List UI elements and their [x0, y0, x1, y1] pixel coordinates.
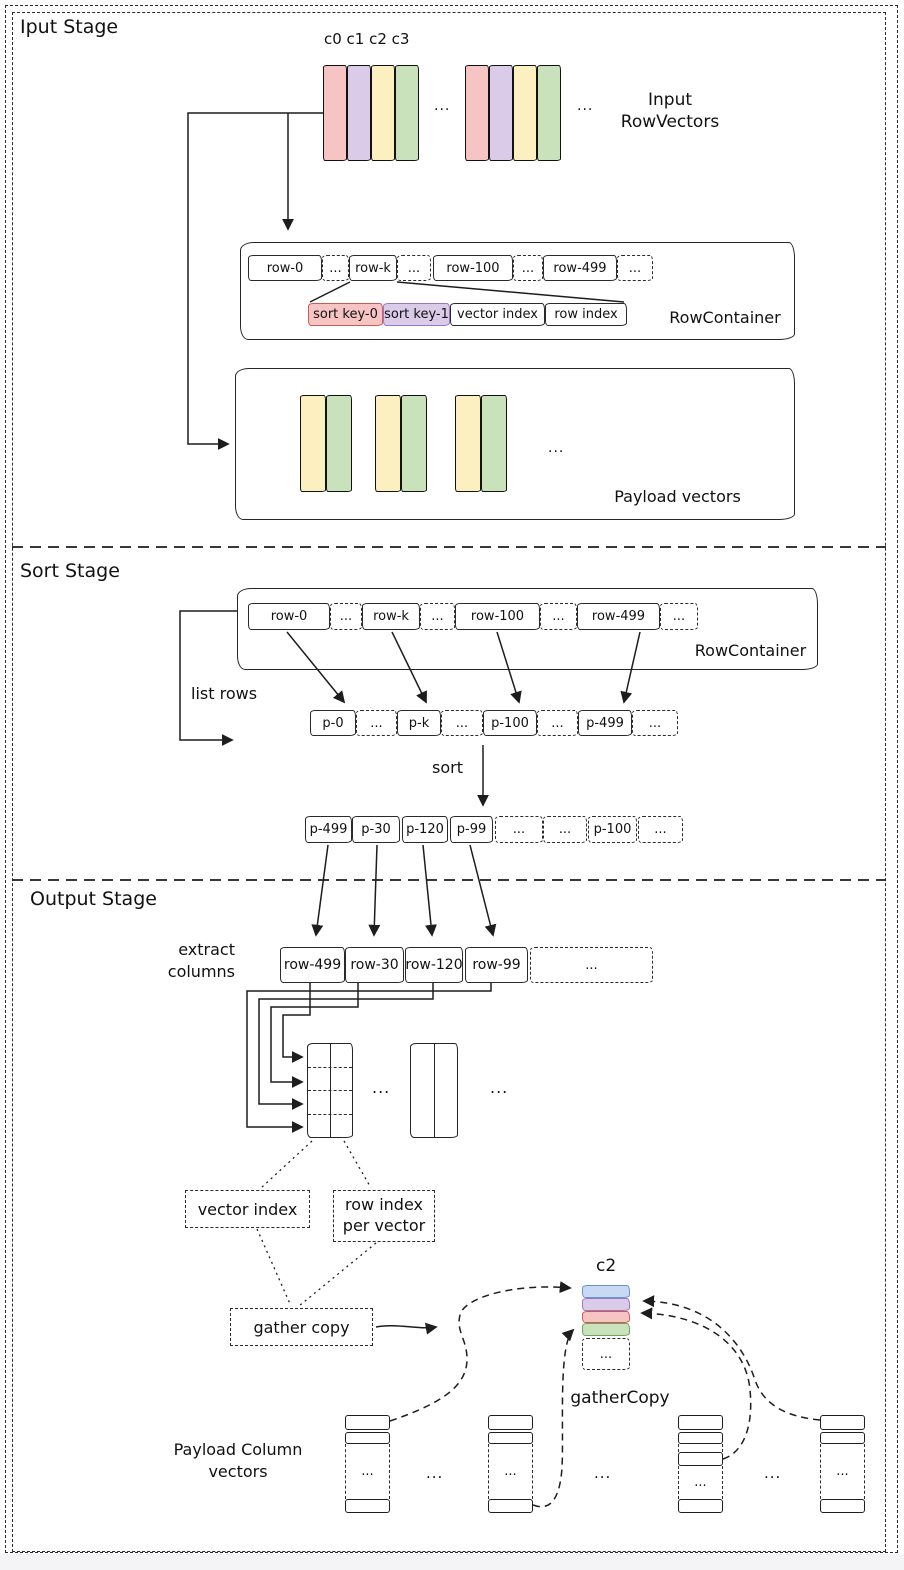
sort-rc-dots4: ... — [660, 603, 698, 630]
detail-sort-key-1: sort key-1 — [383, 303, 450, 326]
c2-cell-purple — [582, 1298, 630, 1311]
extract-row30: row-30 — [345, 947, 404, 983]
sort-rc-rowk: row-k — [362, 603, 420, 630]
pcol4-bottom — [820, 1499, 865, 1513]
ptr-dots1: ... — [356, 710, 397, 736]
extract-row499: row-499 — [280, 947, 345, 983]
input-vectors-dots2: ... — [577, 98, 594, 114]
rc-cell-rowk: row-k — [349, 255, 397, 281]
grid-dots-2: ... — [490, 1078, 509, 1097]
pcol3-cell2 — [678, 1432, 723, 1444]
c2-cell-blue — [582, 1285, 630, 1298]
sorted-p100: p-100 — [588, 816, 637, 843]
c2-label: c2 — [596, 1256, 617, 1276]
sorted-dots1: ... — [495, 816, 543, 843]
payload-pair1-yellow — [300, 395, 326, 492]
rc-cell-row0: row-0 — [248, 255, 322, 281]
payload-pair3-green — [481, 395, 507, 492]
sort-rc-dots2: ... — [420, 603, 455, 630]
pcol4-mid: ... — [820, 1444, 865, 1499]
input-stage-title: Iput Stage — [20, 16, 119, 38]
rc-cell-dots4: ... — [617, 255, 653, 281]
gathercopy-op-label: gatherCopy — [570, 1388, 670, 1408]
index-grid-2-divider — [434, 1044, 435, 1137]
c2-cell-red — [582, 1311, 630, 1323]
pcol3-cell1 — [678, 1415, 723, 1430]
extract-row120: row-120 — [405, 947, 463, 983]
extract-dots: ... — [530, 947, 653, 983]
payload-pair1-green — [326, 395, 352, 492]
pcol-sep-dots2: ... — [594, 1464, 612, 1482]
input-vectors-dots: ... — [434, 98, 451, 114]
payload-pair2-green — [401, 395, 427, 492]
sort-rc-dots3: ... — [540, 603, 577, 630]
pcol3-mid-upper — [678, 1444, 723, 1452]
pcol1-mid: ... — [345, 1444, 390, 1499]
payload-pair3-yellow — [455, 395, 481, 492]
index-grid-1-row-divider-2 — [308, 1090, 352, 1091]
sorted-p30: p-30 — [352, 816, 400, 843]
ptr-dots3: ... — [537, 710, 578, 736]
input-vector2-c0 — [465, 65, 489, 161]
pcol4-cell2 — [820, 1432, 865, 1444]
sorted-p99: p-99 — [450, 816, 493, 843]
pcol4-purple-cell — [820, 1415, 865, 1430]
pcol3-red-cell — [678, 1452, 723, 1466]
sorted-p120: p-120 — [402, 816, 448, 843]
pcol2-cell1 — [488, 1415, 533, 1430]
rc-cell-row499: row-499 — [543, 255, 617, 281]
extract-row99: row-99 — [465, 947, 528, 983]
row-index-label-2: per vector — [342, 1216, 426, 1235]
rc-cell-dots3: ... — [513, 255, 543, 281]
extract-columns-label-1: extract — [178, 940, 235, 959]
pcol2-mid: ... — [488, 1444, 533, 1499]
extract-columns-label-2: columns — [167, 962, 235, 981]
rc-cell-dots1: ... — [322, 255, 349, 281]
sort-rc-dots1: ... — [330, 603, 362, 630]
sorted-dots2: ... — [543, 816, 587, 843]
detail-sort-key-0: sort key-0 — [308, 303, 383, 326]
ptr-p100: p-100 — [483, 710, 537, 736]
pcol2-green-cell — [488, 1499, 533, 1513]
sort-rc-row0: row-0 — [248, 603, 330, 630]
input-vector2-c2 — [513, 65, 537, 161]
pcol1-blue-cell — [345, 1415, 390, 1430]
payload-column-vectors-label-1: Payload Column — [173, 1440, 303, 1459]
payload-vectors-label: Payload vectors — [614, 487, 741, 506]
input-rowvectors-label-2: RowVectors — [620, 112, 720, 132]
vector-index-label: vector index — [197, 1199, 298, 1219]
input-vector-c0 — [323, 65, 347, 161]
rc-cell-dots2: ... — [397, 255, 431, 281]
bottom-strip — [0, 1554, 904, 1570]
sorted-dots3: ... — [638, 816, 683, 843]
input-rowcontainer-label: RowContainer — [669, 308, 781, 327]
gather-copy-label: gather copy — [253, 1317, 350, 1337]
pcol1-bottom — [345, 1499, 390, 1513]
input-rowvectors-label-1: Input — [647, 90, 693, 110]
detail-row-index: row index — [545, 303, 627, 326]
gather-copy-box — [230, 1308, 373, 1346]
pcol3-bottom — [678, 1499, 723, 1513]
input-vector2-c3 — [537, 65, 561, 161]
c2-cell-green — [582, 1323, 630, 1336]
input-vector-c3 — [395, 65, 419, 161]
pcol3-mid: ... — [678, 1466, 723, 1499]
detail-vector-index: vector index — [450, 303, 545, 326]
grid-dots-1: ... — [372, 1078, 391, 1097]
payload-dots: ... — [548, 440, 565, 456]
pcol2-cell2 — [488, 1432, 533, 1444]
list-rows-label: list rows — [191, 684, 258, 703]
vector-index-box — [185, 1190, 310, 1228]
sort-stage-title: Sort Stage — [20, 560, 120, 582]
ptr-dots2: ... — [441, 710, 483, 736]
ptr-dots4: ... — [632, 710, 678, 736]
row-index-per-vector-box — [333, 1190, 435, 1242]
output-stage-title: Output Stage — [30, 888, 157, 910]
sort-label: sort — [432, 758, 463, 777]
sort-rc-row499: row-499 — [577, 603, 660, 630]
index-grid-1-row-divider-1 — [308, 1067, 352, 1068]
c2-cell-dots: ... — [582, 1338, 630, 1370]
sorted-p499: p-499 — [305, 816, 352, 843]
ptr-pk: p-k — [397, 710, 441, 736]
index-grid-1-row-divider-3 — [308, 1114, 352, 1115]
columns-header: c0 c1 c2 c3 — [324, 30, 410, 48]
payload-pair2-yellow — [375, 395, 401, 492]
sort-rowcontainer-label: RowContainer — [694, 641, 807, 660]
ptr-p499: p-499 — [578, 710, 632, 736]
pcol-sep-dots1: ... — [426, 1464, 444, 1482]
ptr-p0: p-0 — [310, 710, 356, 736]
input-vector-c1 — [347, 65, 371, 161]
pcol-sep-dots3: ... — [764, 1464, 782, 1482]
payload-column-vectors-label-2: vectors — [208, 1462, 268, 1481]
input-vector2-c1 — [489, 65, 513, 161]
sort-rc-row100: row-100 — [455, 603, 540, 630]
row-index-label-1: row index — [345, 1195, 423, 1215]
input-vector-c2 — [371, 65, 395, 161]
rc-cell-row100: row-100 — [433, 255, 513, 281]
pcol1-cell2 — [345, 1432, 390, 1444]
